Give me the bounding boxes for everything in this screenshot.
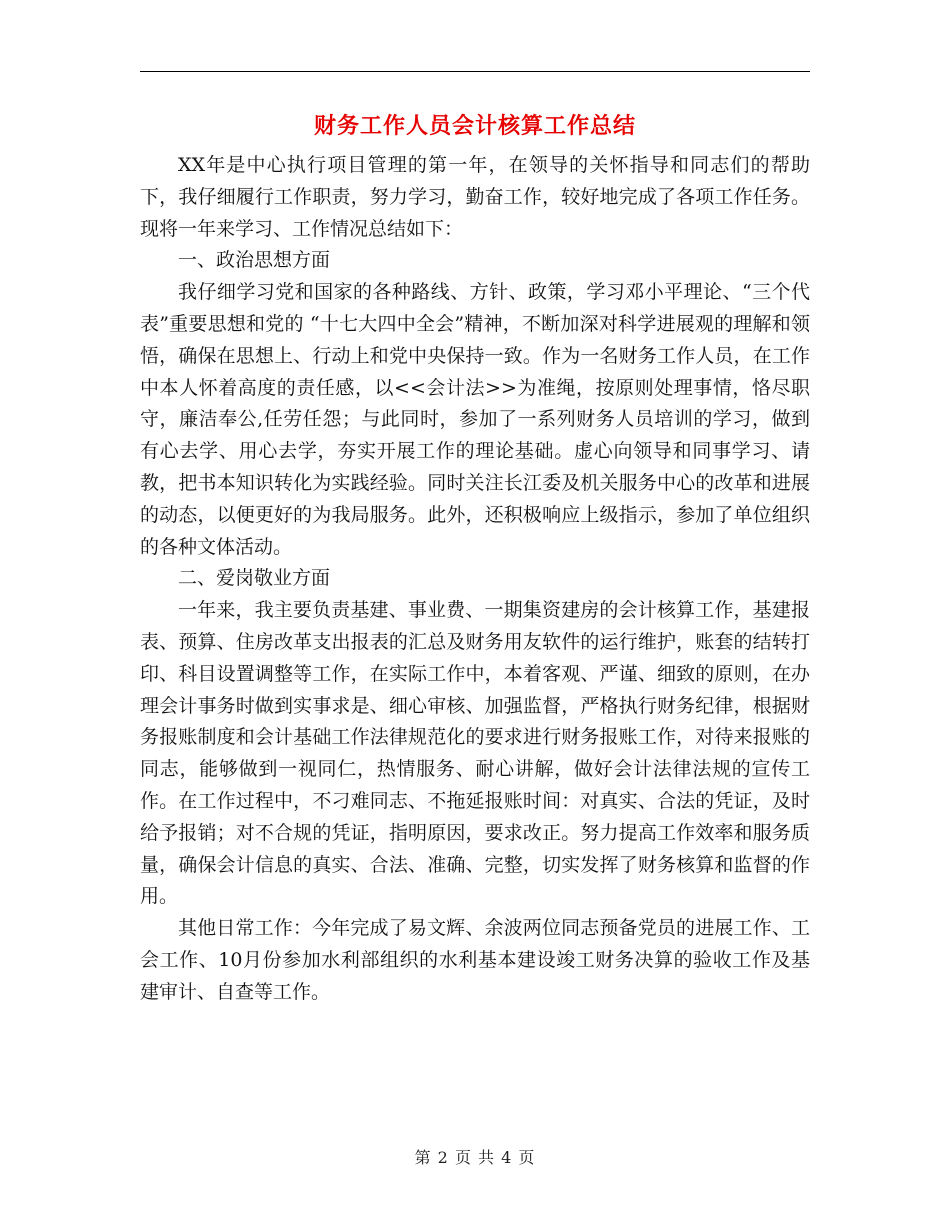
page-number-footer: 第 2 页 共 4 页 (414, 1148, 536, 1167)
section-heading-political: 一、政治思想方面 (178, 249, 331, 272)
paragraph-other-work: 其他日常工作：今年完成了易文辉、余波两位同志预备党员的进展工作、工会工作、10月份参加水利部组织的水利基本建设竣工财务决算的验收工作及基建审计、自查等工作。 (140, 917, 810, 1003)
paragraph-dedication: 一年来，我主要负责基建、事业费、一期集资建房的会计核算工作，基建报表、预算、住房改革支出报表的汇总及财务用友软件的运行维护，账套的结转打印、科目设置调整等工作，在实际工作中，本着客观、严谨、细致的原则，在办理会计事务时做到实事求是、细心审核、加强监督，严格执行财务纪律，根据财务报账制度和会计基础工作法律规范化的要求进行财务报账工作，对待来报账的同志，能够做到一视同仁，热情服务、耐心讲解，做好会计法律法规的宣传工作。在工作过程中，不刁难同志、不拖延报账时间：对真实、合法的凭证，及时给予报销；对不合规的凭证，指明原因，要求改正。努力提高工作效率和服务质量，确保会计信息的真实、合法、准确、完整，切实发挥了财务核算和监督的作用。 (140, 599, 810, 908)
section-heading-dedication: 二、爱岗敬业方面 (178, 567, 331, 590)
document-body (140, 150, 810, 1009)
header-rule (140, 71, 810, 72)
document-title: 财务工作人员会计核算工作总结 (313, 113, 636, 139)
paragraph-political: 我仔细学习党和国家的各种路线、方针、政策，学习邓小平理论、“三个代表”重要思想和党的 “十七大四中全会”精神，不断加深对科学进展观的理解和领悟，确保在思想上、行动上和党中央保持一致。作为一名财务工作人员，在工作中本人怀着高度的责任感，以<<会计法>>为准绳，按原则处理事情，恪尽职守，廉洁奉公,任劳任怨；与此同时，参加了一系列财务人员培训的学习，做到有心去学、用心去学，夯实开展工作的理论基础。虚心向领导和同事学习、请教，把书本知识转化为实践经验。同时关注长江委及机关服务中心的改革和进展的动态，以便更好的为我局服务。此外，还积极响应上级指示，参加了单位组织的各种文体活动。 (140, 281, 810, 558)
paragraph-intro: XX年是中心执行项目管理的第一年，在领导的关怀指导和同志们的帮助下，我仔细履行工作职责，努力学习，勤奋工作，较好地完成了各项工作任务。现将一年来学习、工作情况总结如下： (140, 154, 810, 240)
